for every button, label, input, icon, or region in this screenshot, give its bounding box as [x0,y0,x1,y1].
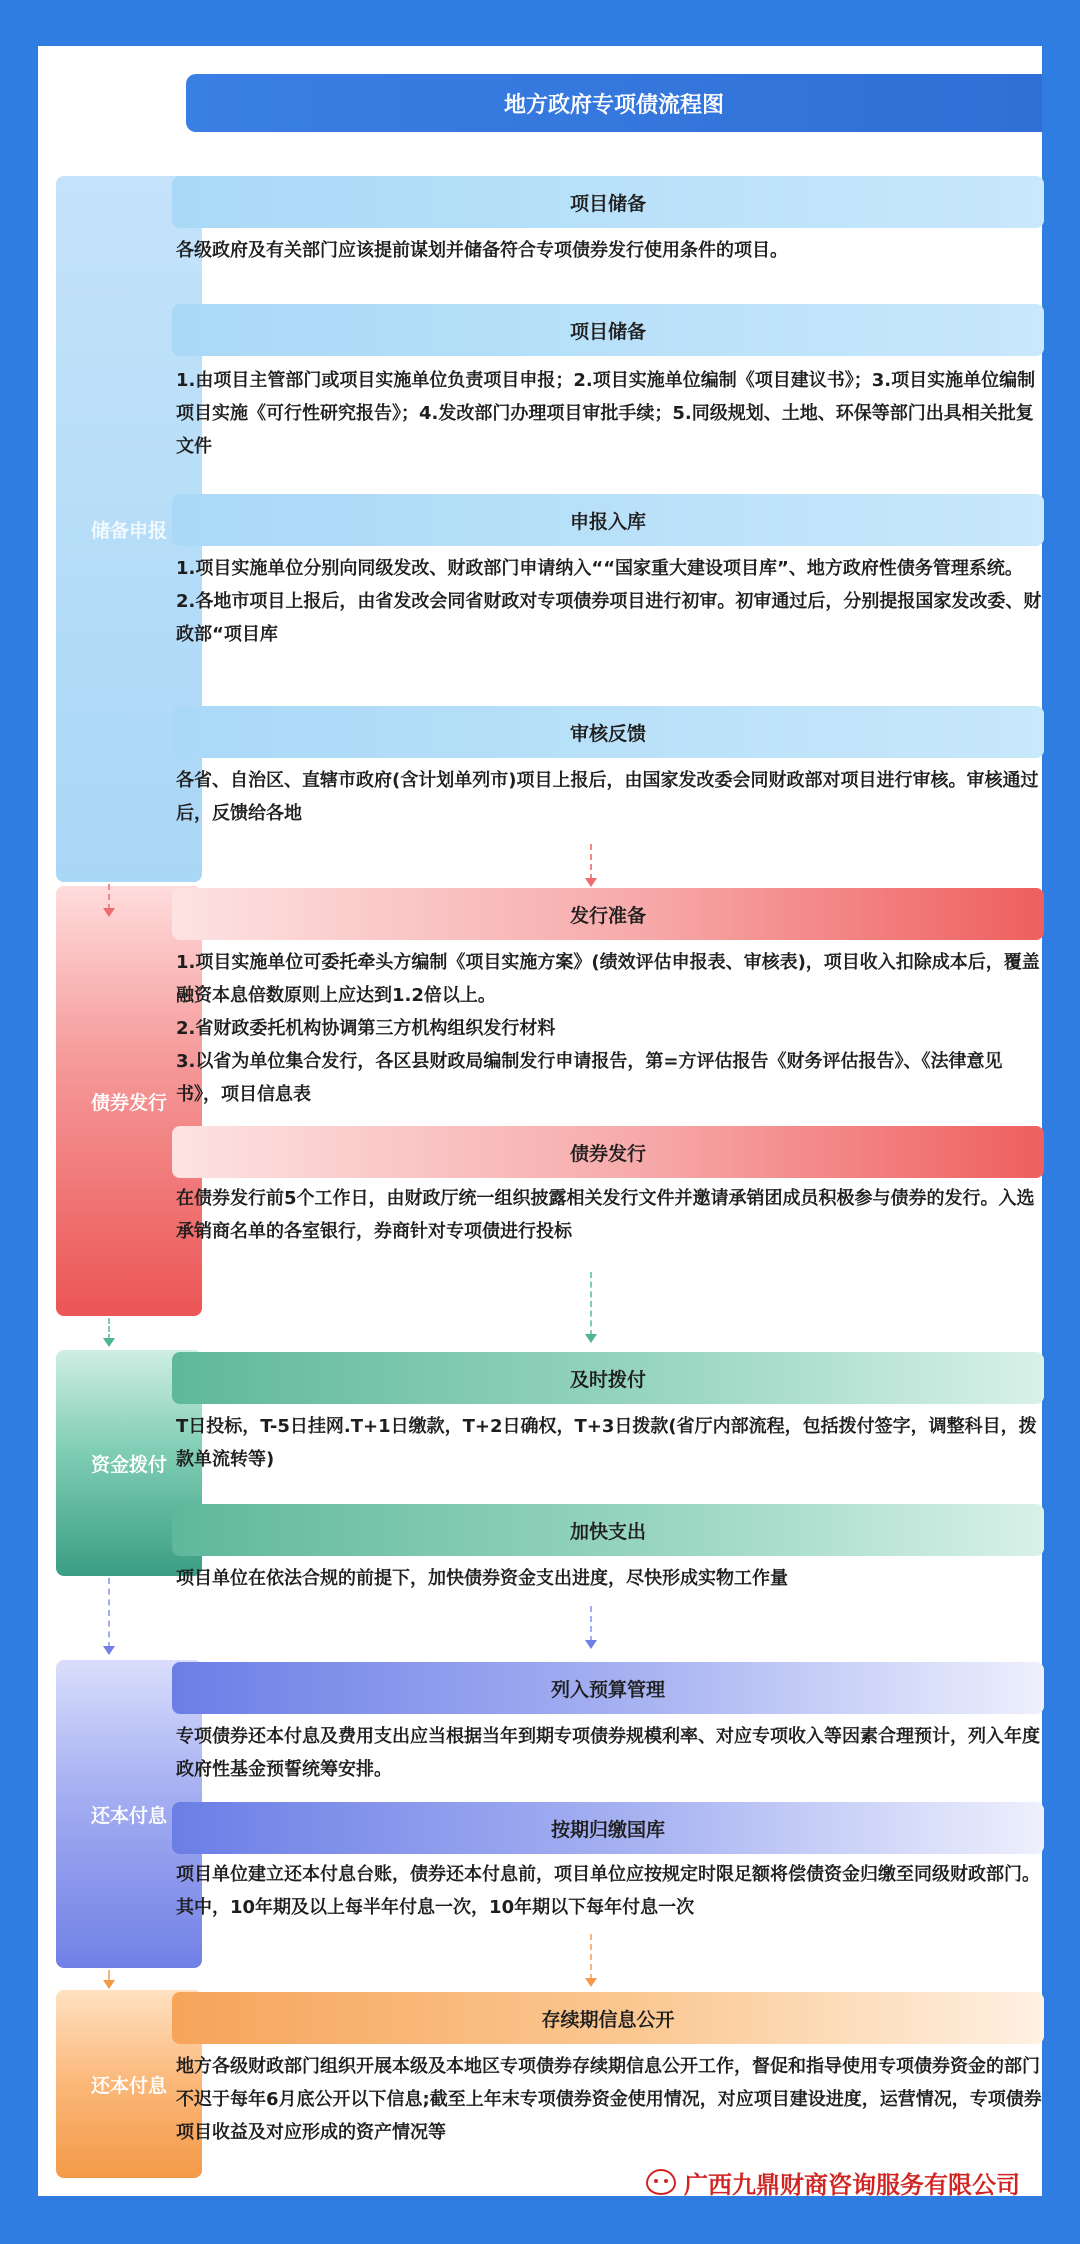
section-body-treasury-payment [176,1858,1046,1924]
wechat-icon [646,2169,676,2195]
connector-line [590,1606,592,1642]
section-header-issuance-prep: 发行准备 [172,888,1044,940]
section-header-timely-allocation: 及时拨付 [172,1352,1044,1404]
section-body-review-feedback [176,764,1046,830]
section-body-project-reserve-steps [176,364,1046,463]
arrow-down-icon [585,1334,597,1343]
section-body-declare-store [176,552,1046,651]
section-line: 1.由项目主管部门或项目实施单位负责项目申报；2.项目实施单位编制《项目建议书》；3.项目实施单位编制项目实施《可行性研究报告》；4.发改部门办理项目审批手续；5.同级规划、土地、环保等部门出具相关批复文件 [176,370,1036,457]
section-line: 2.各地市项目上报后，由省发改会同省财政对专项债券项目进行初审。初审通过后，分别提报国家发改委、财政部“项目库 [176,591,1042,645]
section-body-budget-management [176,1720,1046,1786]
section-line: 项目单位建立还本付息台账，债券还本付息前，项目单位应按规定时限足额将偿债资金归缴至同级财政部门。其中，10年期及以上每半年付息一次，10年期以下每年付息一次 [176,1864,1040,1918]
section-line: 各省、自治区、直辖市政府(含计划单列市)项目上报后，由国家发改委会同财政部对项目进行审核。审核通过后，反馈给各地 [176,770,1039,824]
section-header-speed-expenditure: 加快支出 [172,1504,1044,1556]
section-body-speed-expenditure [176,1562,1046,1595]
page-title: 地方政府专项债流程图 [186,74,1042,132]
section-header-treasury-payment: 按期归缴国库 [172,1802,1044,1854]
section-header-budget-management: 列入预算管理 [172,1662,1044,1714]
section-line: 2.省财政委托机构协调第三方机构组织发行材料 [176,1018,556,1039]
stage-bond-issuance: 债券发行 [56,886,202,1316]
section-line: 1.项目实施单位分别向同级发改、财政部门申请纳入““国家重大建设项目库”、地方政府性债务管理系统。 [176,558,1023,579]
section-body-timely-allocation [176,1410,1046,1476]
arrow-down-icon [103,1338,115,1347]
arrow-down-icon [585,1978,597,1987]
connector-line [108,1318,110,1340]
section-header-declare-store: 申报入库 [172,494,1044,546]
stage-repayment: 还本付息 [56,1660,202,1968]
section-body-project-reserve [176,234,1046,267]
section-header-info-disclosure: 存续期信息公开 [172,1992,1044,2044]
section-header-review-feedback: 审核反馈 [172,706,1044,758]
connector-line [590,844,592,880]
watermark-text: 广西九鼎财商咨询服务有限公司 [684,2170,1020,2199]
section-line: T日投标，T-5日挂网.T+1日缴款，T+2日确权，T+3日拨款(省厅内部流程，包括拨付签字，调整科目，拨款单流转等) [176,1416,1037,1470]
flowchart-panel [38,46,1042,2196]
arrow-down-icon [585,878,597,887]
arrow-down-icon [103,1980,115,1989]
section-line: 1.项目实施单位可委托牵头方编制《项目实施方案》(绩效评估申报表、审核表)，项目收入扣除成本后，覆盖融资本息倍数原则上应达到1.2倍以上。 [176,952,1040,1006]
arrow-down-icon [103,908,115,917]
section-header-project-reserve-steps: 项目储备 [172,304,1044,356]
connector-line [108,1578,110,1648]
section-header-project-reserve: 项目储备 [172,176,1044,228]
section-body-info-disclosure [176,2050,1046,2149]
section-line: 项目单位在依法合规的前提下，加快债券资金支出进度，尽快形成实物工作量 [176,1568,788,1589]
connector-line [590,1272,592,1336]
stage-reserve-declare: 储备申报 [56,176,202,882]
section-line: 地方各级财政部门组织开展本级及本地区专项债券存续期信息公开工作，督促和指导使用专项债券资金的部门不迟于每年6月底公开以下信息;截至上年末专项债券资金使用情况，对应项目建设进度，运营情况，专项债券项目收益及对应形成的资产情况等 [176,2056,1042,2143]
arrow-down-icon [103,1646,115,1655]
connector-line [108,884,110,910]
section-header-bond-issuance: 债券发行 [172,1126,1044,1178]
arrow-down-icon [585,1640,597,1649]
stage-repayment-disclosure: 还本付息 [56,1990,202,2178]
stage-fund-allocation: 资金拨付 [56,1350,202,1576]
section-line: 各级政府及有关部门应该提前谋划并储备符合专项债券发行使用条件的项目。 [176,240,788,261]
section-body-bond-issuance [176,1182,1046,1248]
watermark [646,2160,1020,2204]
section-line: 专项债券还本付息及费用支出应当根据当年到期专项债券规模利率、对应专项收入等因素合理预计，列入年度政府性基金预誓统筹安排。 [176,1726,1040,1780]
connector-line [590,1934,592,1980]
section-line: 3.以省为单位集合发行，各区县财政局编制发行申请报告，第=方评估报告《财务评估报告》、《法律意见书》，项目信息表 [176,1051,1003,1105]
section-body-issuance-prep [176,946,1046,1111]
section-line: 在债券发行前5个工作日，由财政厅统一组织披露相关发行文件并邀请承销团成员积极参与债券的发行。入选承销商名单的各室银行，券商针对专项债进行投标 [176,1188,1035,1242]
